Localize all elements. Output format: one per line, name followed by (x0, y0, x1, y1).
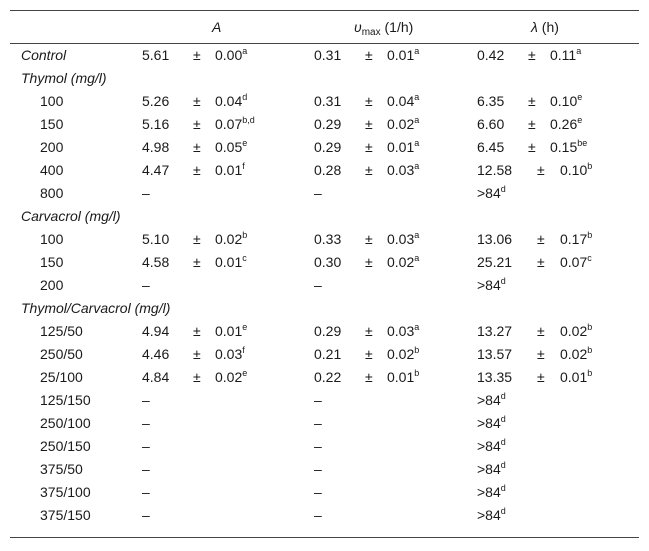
significance-letter: e (242, 322, 248, 332)
table-row (10, 412, 639, 435)
table-row (10, 366, 639, 389)
value-text: 25.21 (477, 254, 513, 270)
cell-u-value (314, 366, 341, 389)
cell-a-error (215, 228, 247, 251)
table-row (10, 44, 639, 67)
cell-l-error (550, 113, 582, 136)
cell-a-value (142, 458, 150, 481)
cell-u-value (314, 44, 341, 67)
cell-l-value (477, 44, 504, 67)
value-text: – (314, 277, 322, 293)
bottom-rule (10, 537, 639, 538)
row-label: 100 (40, 231, 64, 247)
cell-u-error (387, 343, 419, 366)
plus-minus: ± (528, 139, 536, 155)
cell-a-error (215, 90, 247, 113)
cell-l-error (560, 159, 592, 182)
row-label: 125/50 (40, 323, 83, 339)
plus-minus: ± (193, 369, 201, 385)
error-text: 0.01 (560, 369, 588, 385)
cell-u-value (314, 228, 341, 251)
error-text: 0.03 (215, 346, 243, 362)
value-text: 0.29 (314, 139, 342, 155)
significance-letter: f (242, 161, 245, 171)
row-label: 250/50 (40, 346, 83, 362)
table-row (10, 251, 639, 274)
table-row (10, 159, 639, 182)
plus-minus: ± (365, 116, 373, 132)
value-text: – (314, 185, 322, 201)
error-text: 0.03 (387, 162, 415, 178)
plus-minus: ± (193, 323, 201, 339)
cell-l-error (550, 90, 582, 113)
error-text: 0.02 (387, 254, 415, 270)
cell-a-value (142, 274, 150, 297)
cell-l-value (477, 366, 512, 389)
significance-letter: d (500, 460, 506, 470)
cell-u-error (387, 159, 419, 182)
cell-a-value (142, 343, 169, 366)
cell-l-error (560, 343, 592, 366)
table-row (10, 274, 639, 297)
cell-a-value (142, 113, 169, 136)
significance-letter: b (587, 230, 593, 240)
cell-a-value (142, 136, 169, 159)
error-text: 0.07 (215, 116, 243, 132)
cell-u-value (314, 274, 322, 297)
significance-letter: d (500, 184, 506, 194)
header-umax (354, 16, 413, 39)
significance-letter: a (414, 322, 420, 332)
plus-minus: ± (193, 254, 201, 270)
cell-a-value (142, 182, 150, 205)
group-label: Carvacrol (mg/l) (21, 208, 121, 224)
cell-u-error (387, 366, 419, 389)
cell-l-value (477, 182, 506, 205)
cell-l-value (477, 113, 504, 136)
error-text: 0.01 (387, 47, 415, 63)
row-label: 375/150 (40, 507, 91, 523)
row-label: 400 (40, 162, 64, 178)
value-text: 0.42 (477, 47, 505, 63)
cell-a-value (142, 228, 169, 251)
value-text: 4.84 (142, 369, 170, 385)
row-label: 800 (40, 185, 64, 201)
plus-minus: ± (365, 162, 373, 178)
value-text: 6.60 (477, 116, 505, 132)
value-text: 0.29 (314, 116, 342, 132)
plus-minus: ± (537, 323, 545, 339)
plus-minus: ± (528, 93, 536, 109)
cell-a-value (142, 412, 150, 435)
cell-u-error (387, 113, 419, 136)
table-row (10, 435, 639, 458)
row-label: 150 (40, 116, 64, 132)
significance-letter: a (414, 138, 420, 148)
value-text: 6.35 (477, 93, 505, 109)
plus-minus: ± (537, 162, 545, 178)
value-text: 13.27 (477, 323, 513, 339)
significance-letter: d (500, 414, 506, 424)
error-text: 0.07 (560, 254, 588, 270)
significance-letter: b (587, 368, 593, 378)
cell-l-value (477, 228, 512, 251)
cell-l-value (477, 320, 512, 343)
significance-letter: a (242, 46, 248, 56)
cell-a-error (215, 343, 245, 366)
error-text: 0.04 (215, 93, 243, 109)
significance-letter: d (500, 437, 506, 447)
cell-a-error (215, 366, 247, 389)
header-lambda-symbol: λ (531, 19, 538, 35)
plus-minus: ± (528, 47, 536, 63)
significance-letter: a (414, 115, 420, 125)
header-umax-symbol: υ (354, 19, 362, 35)
value-text: 0.29 (314, 323, 342, 339)
header-a: A (212, 19, 222, 35)
value-text: – (142, 484, 150, 500)
cell-l-value (477, 458, 506, 481)
group-row (10, 297, 639, 320)
significance-letter: a (414, 230, 420, 240)
plus-minus: ± (365, 369, 373, 385)
cell-u-value (314, 389, 322, 412)
cell-l-error (560, 320, 592, 343)
value-text: 4.58 (142, 254, 170, 270)
value-text: 5.26 (142, 93, 170, 109)
row-label: 25/100 (40, 369, 83, 385)
error-text: 0.01 (387, 369, 415, 385)
plus-minus: ± (537, 369, 545, 385)
cell-u-error (387, 228, 419, 251)
value-text: 0.31 (314, 47, 342, 63)
significance-letter: b (587, 161, 593, 171)
group-row (10, 67, 639, 90)
cell-u-error (387, 320, 419, 343)
value-text: 13.35 (477, 369, 513, 385)
significance-letter: e (242, 138, 248, 148)
cell-l-value (477, 159, 512, 182)
error-text: 0.02 (560, 346, 588, 362)
cell-u-value (314, 136, 341, 159)
cell-l-error (560, 228, 592, 251)
plus-minus: ± (365, 346, 373, 362)
plus-minus: ± (537, 346, 545, 362)
significance-letter: e (242, 368, 248, 378)
value-text: >84 (477, 185, 501, 201)
cell-u-value (314, 343, 341, 366)
value-text: 0.30 (314, 254, 342, 270)
significance-letter: b (587, 322, 593, 332)
cell-l-value (477, 136, 504, 159)
cell-u-value (314, 320, 341, 343)
significance-letter: a (414, 253, 420, 263)
row-label: 375/100 (40, 484, 91, 500)
table-row (10, 343, 639, 366)
cell-l-value (477, 412, 506, 435)
header-lambda-unit: (h) (541, 19, 559, 35)
error-text: 0.01 (215, 162, 243, 178)
cell-u-value (314, 113, 341, 136)
value-text: – (314, 438, 322, 454)
error-text: 0.02 (215, 231, 243, 247)
cell-l-error (560, 251, 592, 274)
significance-letter: a (576, 46, 582, 56)
error-text: 0.01 (215, 323, 243, 339)
significance-letter: b (242, 230, 248, 240)
table-row (10, 320, 639, 343)
significance-letter: d (500, 483, 506, 493)
cell-a-value (142, 504, 150, 527)
significance-letter: e (577, 115, 583, 125)
row-label: Control (21, 47, 67, 63)
cell-u-value (314, 412, 322, 435)
error-text: 0.01 (387, 139, 415, 155)
significance-letter: d (500, 391, 506, 401)
cell-u-value (314, 504, 322, 527)
cell-a-value (142, 481, 150, 504)
value-text: – (314, 415, 322, 431)
plus-minus: ± (537, 231, 545, 247)
value-text: 0.21 (314, 346, 342, 362)
row-label: 100 (40, 93, 64, 109)
cell-a-value (142, 44, 169, 67)
group-row (10, 205, 639, 228)
cell-l-value (477, 481, 506, 504)
value-text: 0.28 (314, 162, 342, 178)
row-label: 125/150 (40, 392, 91, 408)
table-row (10, 458, 639, 481)
cell-l-value (477, 343, 512, 366)
error-text: 0.11 (550, 47, 577, 63)
value-text: – (142, 392, 150, 408)
cell-u-error (387, 90, 419, 113)
plus-minus: ± (193, 47, 201, 63)
header-umax-unit: (1/h) (384, 19, 414, 35)
row-label: 200 (40, 139, 64, 155)
row-label: 250/150 (40, 438, 91, 454)
cell-u-error (387, 136, 419, 159)
value-text: – (142, 415, 150, 431)
value-text: 12.58 (477, 162, 513, 178)
group-label: Thymol/Carvacrol (mg/l) (21, 300, 171, 316)
cell-a-error (215, 44, 247, 67)
cell-a-error (215, 136, 247, 159)
cell-a-error (215, 320, 247, 343)
value-text: >84 (477, 484, 501, 500)
table-row (10, 504, 639, 527)
value-text: – (142, 461, 150, 477)
significance-letter: c (587, 253, 592, 263)
row-label: 200 (40, 277, 64, 293)
significance-letter: c (242, 253, 247, 263)
value-text: 0.33 (314, 231, 342, 247)
plus-minus: ± (193, 93, 201, 109)
value-text: – (142, 185, 150, 201)
value-text: >84 (477, 415, 501, 431)
significance-letter: b (414, 368, 420, 378)
header-umax-sub: max (361, 27, 381, 38)
value-text: >84 (477, 392, 501, 408)
value-text: >84 (477, 277, 501, 293)
error-text: 0.01 (215, 254, 243, 270)
plus-minus: ± (193, 346, 201, 362)
table-row (10, 113, 639, 136)
cell-a-value (142, 389, 150, 412)
table-row (10, 90, 639, 113)
significance-letter: d (500, 276, 506, 286)
table-row (10, 389, 639, 412)
error-text: 0.02 (387, 346, 415, 362)
cell-l-value (477, 435, 506, 458)
cell-u-value (314, 458, 322, 481)
cell-a-value (142, 366, 169, 389)
plus-minus: ± (365, 139, 373, 155)
table-row (10, 228, 639, 251)
cell-a-value (142, 320, 169, 343)
plus-minus: ± (193, 231, 201, 247)
value-text: 4.98 (142, 139, 170, 155)
cell-a-error (215, 159, 245, 182)
cell-l-error (560, 366, 592, 389)
value-text: – (314, 507, 322, 523)
header-lambda (531, 16, 559, 39)
table-row (10, 182, 639, 205)
error-text: 0.02 (387, 116, 415, 132)
error-text: 0.10 (560, 162, 588, 178)
value-text: – (314, 461, 322, 477)
significance-letter: d (242, 92, 248, 102)
error-text: 0.17 (560, 231, 588, 247)
value-text: 6.45 (477, 139, 505, 155)
plus-minus: ± (365, 47, 373, 63)
cell-a-value (142, 90, 169, 113)
error-text: 0.05 (215, 139, 243, 155)
cell-a-error (215, 113, 255, 136)
table-row (10, 481, 639, 504)
error-text: 0.02 (560, 323, 588, 339)
significance-letter: b (414, 345, 420, 355)
error-text: 0.03 (387, 323, 415, 339)
cell-u-value (314, 90, 341, 113)
row-label: 250/100 (40, 415, 91, 431)
plus-minus: ± (528, 116, 536, 132)
row-label: 375/50 (40, 461, 83, 477)
cell-u-error (387, 251, 419, 274)
value-text: 5.16 (142, 116, 170, 132)
cell-l-error (550, 44, 581, 67)
value-text: >84 (477, 438, 501, 454)
cell-l-value (477, 274, 506, 297)
cell-l-value (477, 251, 512, 274)
cell-l-value (477, 90, 504, 113)
table-row (10, 136, 639, 159)
plus-minus: ± (365, 93, 373, 109)
value-text: 5.61 (142, 47, 170, 63)
cell-u-value (314, 251, 341, 274)
error-text: 0.02 (215, 369, 243, 385)
error-text: 0.26 (550, 116, 578, 132)
row-label: 150 (40, 254, 64, 270)
significance-letter: e (577, 92, 583, 102)
value-text: 13.06 (477, 231, 513, 247)
error-text: 0.15 (550, 139, 578, 155)
top-rule (10, 10, 639, 11)
plus-minus: ± (365, 254, 373, 270)
cell-u-value (314, 435, 322, 458)
error-text: 0.10 (550, 93, 578, 109)
value-text: – (142, 438, 150, 454)
header-row (10, 16, 639, 39)
value-text: >84 (477, 507, 501, 523)
value-text: 4.94 (142, 323, 170, 339)
cell-a-value (142, 159, 169, 182)
plus-minus: ± (193, 139, 201, 155)
value-text: >84 (477, 461, 501, 477)
cell-u-error (387, 44, 419, 67)
cell-l-value (477, 504, 506, 527)
cell-a-value (142, 435, 150, 458)
value-text: 0.22 (314, 369, 342, 385)
group-label: Thymol (mg/l) (21, 70, 107, 86)
cell-u-value (314, 182, 322, 205)
value-text: – (142, 277, 150, 293)
value-text: 4.47 (142, 162, 170, 178)
value-text: – (142, 507, 150, 523)
cell-l-error (550, 136, 587, 159)
value-text: – (314, 392, 322, 408)
cell-u-value (314, 159, 341, 182)
error-text: 0.03 (387, 231, 415, 247)
value-text: – (314, 484, 322, 500)
plus-minus: ± (365, 323, 373, 339)
cell-a-error (215, 251, 247, 274)
significance-letter: b (587, 345, 593, 355)
error-text: 0.04 (387, 93, 415, 109)
value-text: 5.10 (142, 231, 170, 247)
significance-letter: be (577, 138, 588, 148)
cell-l-value (477, 389, 506, 412)
plus-minus: ± (193, 116, 201, 132)
significance-letter: a (414, 161, 420, 171)
plus-minus: ± (193, 162, 201, 178)
value-text: 13.57 (477, 346, 513, 362)
plus-minus: ± (537, 254, 545, 270)
significance-letter: b,d (242, 115, 255, 125)
significance-letter: a (414, 46, 420, 56)
cell-a-value (142, 251, 169, 274)
significance-letter: f (242, 345, 245, 355)
significance-letter: a (414, 92, 420, 102)
plus-minus: ± (365, 231, 373, 247)
error-text: 0.00 (215, 47, 243, 63)
cell-u-value (314, 481, 322, 504)
value-text: 0.31 (314, 93, 342, 109)
value-text: 4.46 (142, 346, 170, 362)
significance-letter: d (500, 506, 506, 516)
